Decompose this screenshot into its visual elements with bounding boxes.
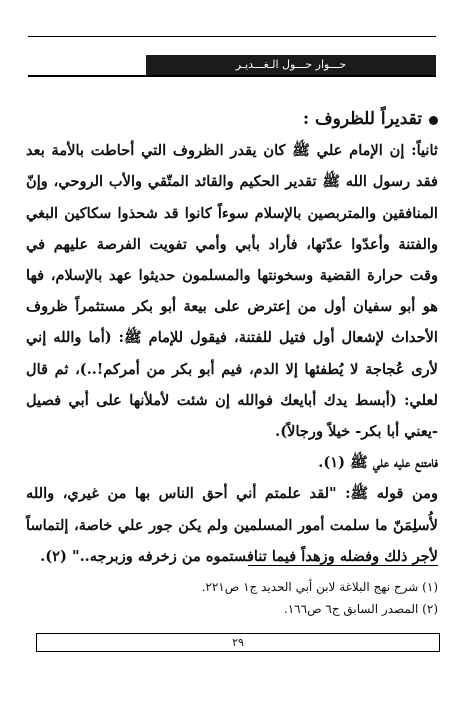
footnotes xyxy=(30,576,438,620)
paragraph-1-end: فامتنع عليه علي ﷺ (١). xyxy=(318,454,438,472)
page-number: ٢٩ xyxy=(36,633,440,652)
main-text xyxy=(26,104,438,572)
footnote-2: (٢) المصدر السابق ج٦ ص١٦٦. xyxy=(283,602,438,616)
header-rule xyxy=(28,75,436,77)
paragraph-2: ومن قوله ﷺ: "لقد علمتم أني أحق الناس بها من غيري، والله لأُسلِمَنّ ما سلمت أمور المسلمين ولم يكن جور علي خاصة، إلتماساً لأجر ذلك وفضله وزهداً فيما تنافستموه من زخرفه وزبرجه.." (٢). xyxy=(26,485,438,565)
footnote-1: (١) شرح نهج البلاغة لابن أبي الحديد ج١ ص٢٢١. xyxy=(201,580,438,594)
section-heading xyxy=(26,104,438,135)
paragraph-1: ثانياً: إن الإمام علي ﷺ كان يقدر الظروف التي أحاطت بالأمة بعد فقد رسول الله ﷺ تقدير الحكيم والقائد المتّقي والأب الروحي، وإنّ المنافقين والمتربصين بالإسلام سوءاً كانوا قد شحذوا سكاكين البغي والفتنة وأعدّوا عدّتها، فأراد بأبي وأمي تفويت الفرصة عليهم في وقت حرارة القضية وسخونتها والمسلمون حديثوا عهد بالإسلام، فها هو أبو سفيان أول من إعترض على بيعة أبو بكر مستثمراً ظروف الأحداث لإشعال أول فتيل للفتنة، فيقول للإمام ﷺ: (أما والله إني لأرى عُجاجة لا يُطفئها إلا الدم، فيم أبو بكر من أمركم!..)، ثم قال لعلي: (أبسط يدك أبايعك فوالله إن شئت لأملأنها على أبي فصيل -يعني أبا بكر- خيلاً ورجالاً). xyxy=(26,142,438,441)
bullet-icon xyxy=(429,116,438,125)
running-header: حـــوار حـــول الـغـــديـر xyxy=(146,55,436,75)
footnote-separator xyxy=(248,565,438,566)
section-title: تقديراً للظروف : xyxy=(302,109,422,129)
header-top-line xyxy=(28,36,436,37)
